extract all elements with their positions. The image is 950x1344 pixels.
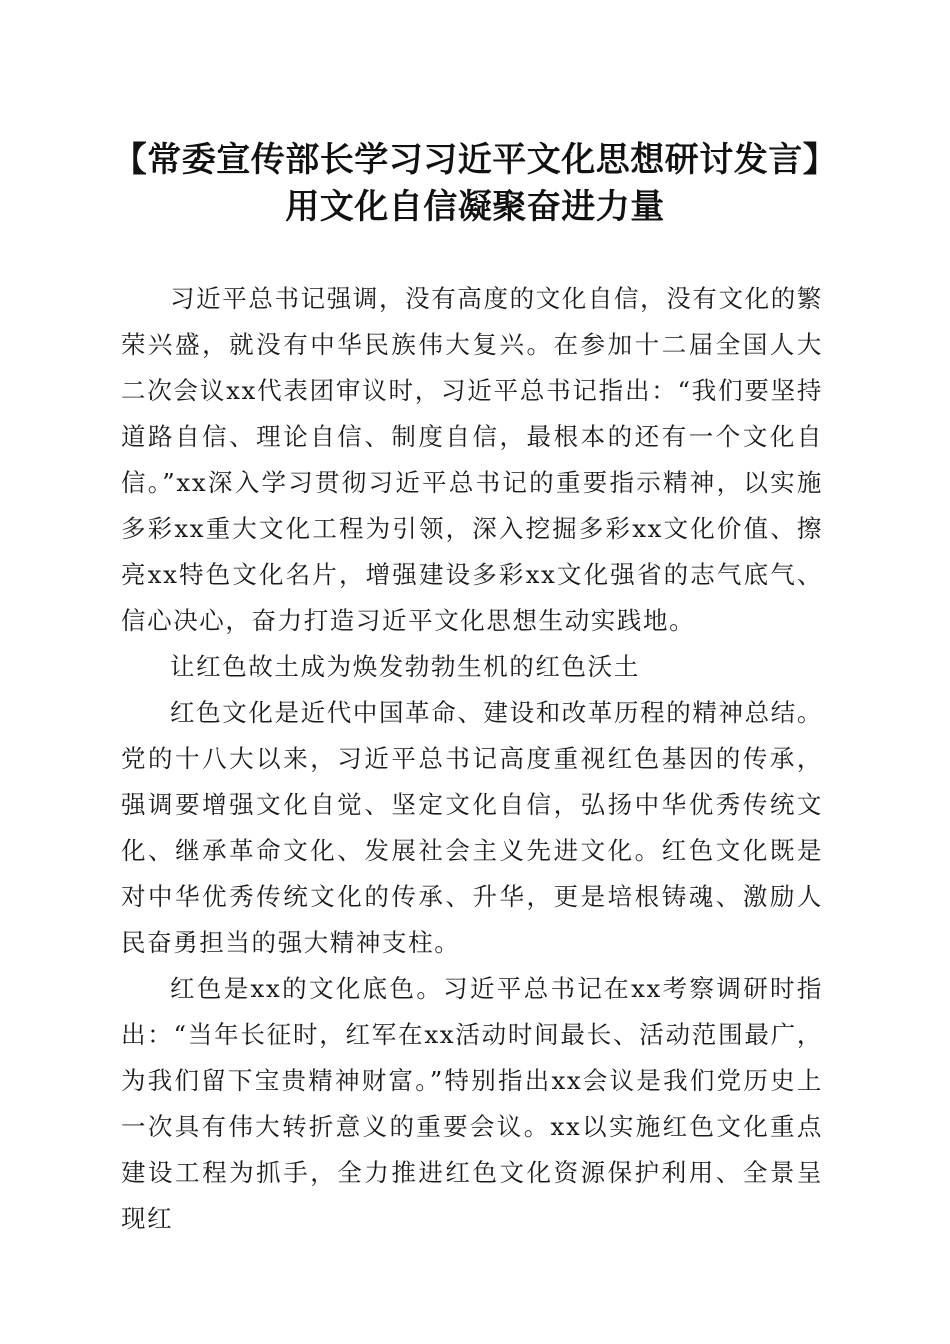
- document-title: 【常委宣传部长学习习近平文化思想研讨发言】用文化自信凝聚奋进力量: [112, 140, 838, 227]
- section-heading-red-culture: 让红色故土成为焕发勃勃生机的红色沃土: [170, 652, 640, 681]
- paragraph-intro: 习近平总书记强调，没有高度的文化自信，没有文化的繁荣兴盛，就没有中华民族伟大复兴。在参加十二届全国人大二次会议xx代表团审议时，习近平总书记指出：“我们要坚持道路自信、理论自信、制度自信，最根本的还有一个文化自信。”xx深入学习贯彻习近平总书记的重要指示精神，以实施多彩xx重大文化工程为引领，深入挖掘多彩xx文化价值、擦亮xx特色文化名片，增强建设多彩xx文化强省的志气底气、信心决心，奋力打造习近平文化思想生动实践地。: [121, 284, 823, 635]
- document-body: [121, 276, 823, 1242]
- paragraph-red-culture: 红色文化是近代中国革命、建设和改革历程的精神总结。党的十八大以来，习近平总书记高度重视红色基因的传承，强调要增强文化自觉、坚定文化自信，弘扬中华优秀传统文化、继承革命文化、发展社会主义先进文化。红色文化既是对中华优秀传统文化的传承、升华，更是培根铸魂、激励人民奋勇担当的强大精神支柱。: [121, 698, 823, 957]
- paragraph-red-base-color: 红色是xx的文化底色。习近平总书记在xx考察调研时指出：“当年长征时，红军在xx活动时间最长、活动范围最广，为我们留下宝贵精神财富。”特别指出xx会议是我们党历史上一次具有伟大转折意义的重要会议。xx以实施红色文化重点建设工程为抓手，全力推进红色文化资源保护利用、全景呈现红: [121, 974, 823, 1233]
